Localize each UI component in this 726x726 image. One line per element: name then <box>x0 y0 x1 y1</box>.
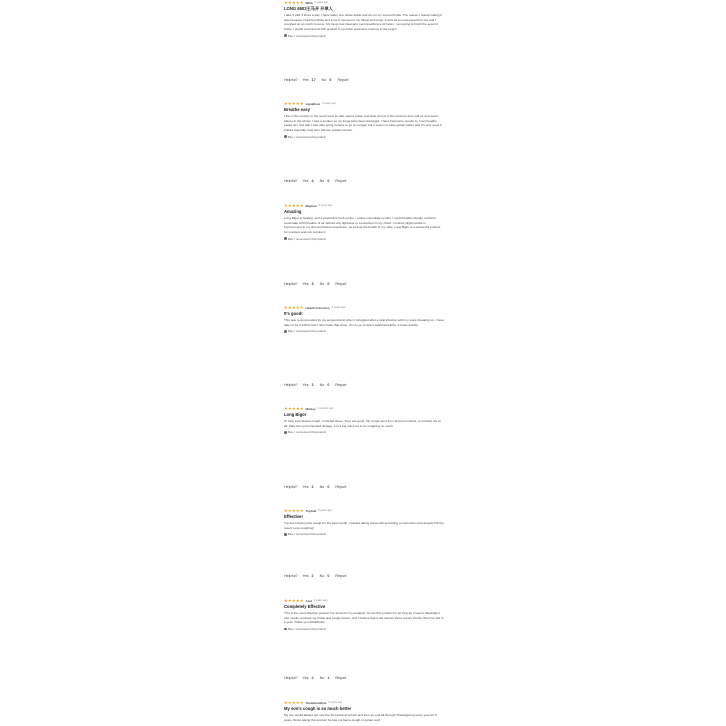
review-body: This is the most effective product I've found for my situation. I'll use this product for as long as I need it. Basically it has mostly resolved my throat and cough issues. And I believe that it will resolve these issues shortly. Best I've felt in a year. Thank you Allwethinks. <box>284 611 444 625</box>
recommend-line <box>284 34 444 38</box>
review-date: 6 years ago <box>331 306 346 309</box>
review-body: Long Bigor is healing, and a productive herb recipe. I notice immediate results. I could breathe deeply, and felt I could take a full breathe of air without any tightness or constriction in my chest. I noticed slight results in improvement in my skin and facial complexion, as well as the health of my nails. Long Bigor is a wonderful product for smokers and non smokers! <box>284 216 441 234</box>
recommend-line <box>284 135 444 139</box>
review-author[interactable]: signallove <box>305 101 321 106</box>
star-icon <box>284 599 288 603</box>
helpful-yes-button[interactable] <box>302 573 315 579</box>
star-icon <box>284 701 288 705</box>
review-body: I've been having this cough for the past month. I started taking these pills according to instruction and already felt the result. Less coughing! <box>284 521 444 530</box>
helpful-yes-label: Yes <box>302 282 309 286</box>
helpful-no-count: 1 <box>327 676 330 680</box>
recommend-text: I recommend this product <box>294 134 326 139</box>
helpful-yes-button[interactable] <box>302 281 315 287</box>
review-body: I live in the country in the south west so that means pollen and dust storms in the summer and cold air and wood places in the winter. I was a smoker so my lungs have been damaged. I have had some results so I can breathe easier as I feel that I was able going to have to go on oxygen but it seems to have gotten better and I'm only used 2 bottles hopefully long term will see greater results. <box>284 114 442 132</box>
star-rating <box>284 701 304 705</box>
recommend-line <box>284 237 444 241</box>
helpful-no-label: No <box>321 78 327 82</box>
report-button[interactable]: Report <box>335 676 347 680</box>
star-icon <box>284 204 288 208</box>
helpful-no-button[interactable] <box>319 484 331 490</box>
review-item <box>284 101 444 139</box>
helpful-bar <box>284 178 347 184</box>
review-item <box>284 406 444 434</box>
review-author[interactable]: Health Francisco <box>305 305 330 310</box>
star-icon <box>288 407 292 411</box>
review-meta <box>284 508 444 513</box>
check-circle-icon <box>284 237 287 240</box>
recommend-yes: Yes, <box>287 134 294 139</box>
star-icon <box>284 407 288 411</box>
recommend-yes: Yes, <box>287 236 294 241</box>
review-title: Completely Effective <box>284 603 326 609</box>
report-button[interactable]: Report <box>335 179 347 183</box>
review-item <box>284 305 444 333</box>
review-item <box>284 203 444 241</box>
helpful-no-count: 0 <box>327 574 330 578</box>
helpful-no-label: No <box>319 179 325 183</box>
star-icon <box>300 1 304 5</box>
check-circle-icon <box>284 330 287 333</box>
star-icon <box>300 306 304 310</box>
recommend-line <box>284 329 444 333</box>
helpful-yes-button[interactable] <box>302 178 315 184</box>
helpful-label: Helpful? <box>284 179 298 183</box>
review-meta <box>284 700 444 705</box>
star-rating <box>284 407 304 411</box>
helpful-yes-label: Yes <box>302 78 309 82</box>
star-rating <box>284 204 304 208</box>
star-icon <box>300 509 304 513</box>
review-title: It's good! <box>284 310 303 316</box>
recommend-yes: Yes, <box>287 430 294 435</box>
star-icon <box>288 1 292 5</box>
star-icon <box>292 306 296 310</box>
helpful-label: Helpful? <box>284 574 298 578</box>
star-icon <box>288 701 292 705</box>
helpful-no-label: No <box>319 282 325 286</box>
star-icon <box>296 509 300 513</box>
helpful-no-count: 0 <box>327 485 330 489</box>
helpful-no-button[interactable] <box>319 178 331 184</box>
helpful-yes-count: 4 <box>311 179 314 183</box>
review-date: 5 years ago <box>314 1 329 4</box>
report-button[interactable]: Report <box>335 282 347 286</box>
report-button[interactable]: Report <box>335 383 347 387</box>
star-icon <box>284 509 288 513</box>
review-date: 3 years ago <box>318 204 333 207</box>
star-icon <box>296 306 300 310</box>
helpful-no-count: 0 <box>327 282 330 286</box>
check-circle-icon <box>284 431 287 434</box>
review-body: To help a persistent cough, I ordered these. They are good. My cough went from almost constant, to virtually not at all. Take the recommended dosage. It is a big relief not to be coughing so much. <box>284 419 441 428</box>
star-icon <box>292 701 296 705</box>
review-author[interactable]: Willa <box>305 0 313 5</box>
helpful-no-count: 0 <box>329 78 332 82</box>
review-date: 6 years ago <box>328 701 343 704</box>
star-rating <box>284 102 304 106</box>
star-icon <box>292 407 296 411</box>
star-icon <box>296 1 300 5</box>
review-date: 2 years ago <box>313 599 328 602</box>
helpful-yes-count: 2 <box>311 485 314 489</box>
helpful-no-button[interactable] <box>319 382 331 388</box>
helpful-label: Helpful? <box>284 485 298 489</box>
helpful-label: Helpful? <box>284 383 298 387</box>
helpful-bar <box>284 573 347 579</box>
helpful-yes-count: 2 <box>311 574 314 578</box>
check-circle-icon <box>284 628 287 631</box>
review-title: My son's cough is so much better <box>284 705 352 711</box>
star-rating <box>284 1 304 5</box>
star-icon <box>300 599 304 603</box>
star-icon <box>284 306 288 310</box>
recommend-text: I recommend this product <box>294 236 326 241</box>
helpful-yes-button[interactable] <box>302 675 315 681</box>
review-title: Effective! <box>284 513 303 519</box>
helpful-bar <box>284 675 347 681</box>
helpful-label: Helpful? <box>284 78 298 82</box>
review-author[interactable]: TumpkinsMom <box>305 700 327 705</box>
helpful-yes-button[interactable] <box>302 382 315 388</box>
recommend-yes: Yes, <box>287 329 294 334</box>
review-item <box>284 598 444 631</box>
review-title: Amazing <box>284 208 302 214</box>
helpful-no-label: No <box>319 383 325 387</box>
recommend-line <box>284 532 444 536</box>
review-body: My son would always get sick the first week of school and then an end all through Thanksgiving every year for 8 years. Since taking this product he has not had a cough or gotten sick! <box>284 713 437 722</box>
star-icon <box>292 509 296 513</box>
review-meta <box>284 203 444 208</box>
recommend-text: I recommend this product <box>294 430 326 435</box>
star-icon <box>300 407 304 411</box>
review-date: 2 years ago <box>322 102 336 105</box>
star-icon <box>288 599 292 603</box>
review-author[interactable]: Mickey <box>305 406 316 411</box>
review-item <box>284 508 444 536</box>
report-button[interactable]: Report <box>335 485 347 489</box>
helpful-yes-count: 3 <box>311 282 314 286</box>
star-icon <box>300 701 304 705</box>
star-icon <box>284 102 288 106</box>
star-icon <box>296 204 300 208</box>
helpful-yes-label: Yes <box>302 485 309 489</box>
helpful-no-label: No <box>319 574 325 578</box>
recommend-yes: Yes, <box>287 626 294 631</box>
star-icon <box>292 1 296 5</box>
star-icon <box>300 204 304 208</box>
helpful-yes-count: 17 <box>311 78 316 82</box>
recommend-yes: Yes, <box>287 33 294 38</box>
helpful-yes-label: Yes <box>302 383 309 387</box>
review-meta <box>284 0 444 5</box>
helpful-yes-label: Yes <box>302 574 309 578</box>
star-rating <box>284 599 304 603</box>
star-icon <box>296 102 300 106</box>
check-circle-icon <box>284 533 287 536</box>
recommend-line <box>284 430 444 434</box>
review-author[interactable]: Axel <box>305 598 312 603</box>
review-meta <box>284 406 444 411</box>
review-meta <box>284 101 444 106</box>
recommend-line <box>284 627 444 631</box>
check-circle-icon <box>284 135 287 138</box>
recommend-text: I recommend this product <box>294 329 326 334</box>
recommend-text: I recommend this product <box>294 532 326 537</box>
helpful-no-button[interactable] <box>319 573 331 579</box>
helpful-label: Helpful? <box>284 676 298 680</box>
helpful-yes-label: Yes <box>302 179 309 183</box>
star-icon <box>288 102 292 106</box>
helpful-no-count: 0 <box>327 179 330 183</box>
report-button[interactable]: Report <box>335 574 347 578</box>
helpful-no-button[interactable] <box>321 77 333 83</box>
helpful-no-button[interactable] <box>319 281 331 287</box>
helpful-no-button[interactable] <box>319 675 331 681</box>
helpful-yes-button[interactable] <box>302 484 315 490</box>
helpful-yes-count: 2 <box>311 676 314 680</box>
star-rating <box>284 306 304 310</box>
star-icon <box>296 701 300 705</box>
review-author[interactable]: Maymai <box>305 203 317 208</box>
helpful-yes-count: 3 <box>311 383 314 387</box>
review-meta <box>284 305 444 310</box>
star-rating <box>284 509 304 513</box>
helpful-yes-label: Yes <box>302 676 309 680</box>
review-title: LONG 6503王马开 开草人 <box>284 5 333 11</box>
review-title: Long Bigor <box>284 411 307 417</box>
recommend-text: I recommend this product <box>294 33 326 38</box>
helpful-yes-button[interactable] <box>302 77 317 83</box>
star-icon <box>296 599 300 603</box>
star-icon <box>292 599 296 603</box>
helpful-no-label: No <box>319 485 325 489</box>
helpful-bar <box>284 484 347 490</box>
star-icon <box>300 102 304 106</box>
review-item <box>284 700 444 722</box>
star-icon <box>292 204 296 208</box>
helpful-bar <box>284 77 350 83</box>
review-item <box>284 0 444 38</box>
review-body: I take 5 pills 3 times a day. I have taken one whole bottle and am on my second bottle. The reason I started taking it was because I had bronchitis and a lot of mucous in my throat and lungs. It acts as an expectorant for me and I coughed up so much mucous. My lungs feel clear and I am breathing a lot better. I am going to finish the second bottle. I would recommend this product if you have excessive mucous in the lungs! <box>284 13 442 31</box>
report-button[interactable]: Report <box>337 78 349 82</box>
helpful-no-label: No <box>319 676 325 680</box>
review-title: Breathe easy <box>284 106 311 112</box>
review-meta <box>284 598 444 603</box>
review-body: This was recommended by my acupuncturist when I struggled after a viral infection with my voice breaking up. I have taken it for 3 100ml and I don't have that issue. It's my go to when weak/unhealthy. It heals quickly. <box>284 318 444 327</box>
star-icon <box>292 102 296 106</box>
helpful-label: Helpful? <box>284 282 298 286</box>
recommend-text: I recommend this product <box>294 626 326 631</box>
check-circle-icon <box>284 34 287 37</box>
review-author[interactable]: Topfolk <box>305 508 317 513</box>
helpful-bar <box>284 382 347 388</box>
star-icon <box>288 204 292 208</box>
helpful-bar <box>284 281 347 287</box>
review-date: 2 months ago <box>317 407 334 410</box>
star-icon <box>288 306 292 310</box>
star-icon <box>296 407 300 411</box>
review-date: 5 years ago <box>318 509 332 512</box>
star-icon <box>284 1 288 5</box>
helpful-no-count: 0 <box>327 383 330 387</box>
star-icon <box>288 509 292 513</box>
recommend-yes: Yes, <box>287 532 294 537</box>
